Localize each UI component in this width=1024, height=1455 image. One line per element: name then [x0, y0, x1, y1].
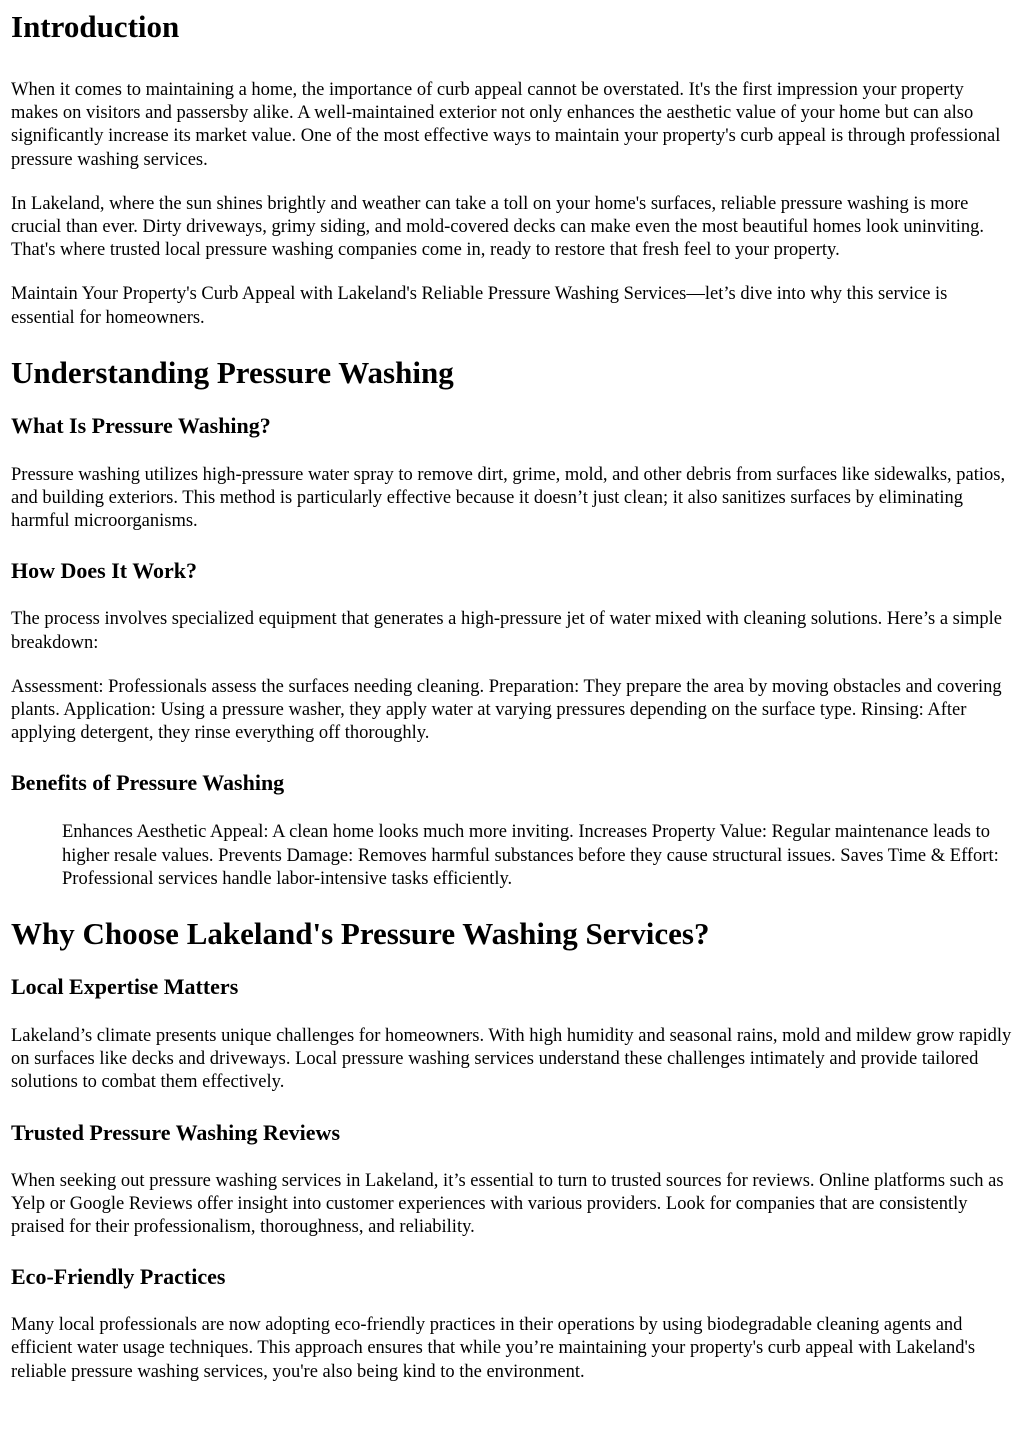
heading-trusted-reviews: Trusted Pressure Washing Reviews [11, 1119, 341, 1145]
intro-paragraph-3: Maintain Your Property's Curb Appeal with Lakeland's Reliable Pressure Washing Services—let’s dive into why this service is essential for homeowners. [11, 284, 948, 328]
local-expertise-paragraph: Lakeland’s climate presents unique challenges for homeowners. With high humidity and seasonal rains, mold and mildew grow rapidly on surfaces like decks and driveways. Local pressure washing services understand these challenges intimately and provide tailored solutions to combat them effectively. [11, 1026, 1012, 1093]
heading-understanding-pressure-washing: Understanding Pressure Washing [11, 354, 454, 390]
heading-local-expertise-matters: Local Expertise Matters [11, 974, 239, 1000]
heading-introduction: Introduction [11, 9, 180, 44]
what-paragraph: Pressure washing utilizes high-pressure water spray to remove dirt, grime, mold, and other debris from surfaces like sidewalks, patios, and building exteriors. This method is particularly effective because it doesn’t just clean; it also sanitizes surfaces by eliminating harmful microorganisms. [11, 464, 1006, 532]
heading-benefits-of-pressure-washing: Benefits of Pressure Washing [11, 770, 285, 796]
eco-friendly-paragraph: Many local professionals are now adopting eco-friendly practices in their operations by using biodegradable cleaning agents and efficient water usage techniques. This approach ensures that while you’re maintaining your property's curb appeal with Lakeland's reliable pressure washing services, you're also being kind to the environment. [11, 1315, 976, 1382]
trusted-reviews-paragraph: When seeking out pressure washing services in Lakeland, it’s essential to turn to trusted sources for reviews. Online platforms such as Yelp or Google Reviews offer insight into customer experiences with various providers. Look for companies that are consistently praised for their professionalism, thoroughness, and reliability. [11, 1170, 1004, 1238]
intro-paragraph-2: In Lakeland, where the sun shines brightly and weather can take a toll on your home's surfaces, reliable pressure washing is more crucial than ever. Dirty driveways, grimy siding, and mold-covered decks can make even the most beautiful homes look uninviting. That's where trusted local pressure washing companies come in, ready to restore that fresh feel to your property. [11, 193, 985, 261]
heading-why-choose-lakeland: Why Choose Lakeland's Pressure Washing Services? [11, 916, 710, 952]
intro-paragraph-1: When it comes to maintaining a home, the importance of curb appeal cannot be overstated. It's the first impression your property makes on visitors and passersby alike. A well-maintained exterior not only enhances the aesthetic value of your home but can also significantly increase its market value. One of the most effective ways to maintain your property's curb appeal is through professional pressure washing services. [11, 80, 1001, 170]
heading-how-does-it-work: How Does It Work? [11, 558, 197, 584]
heading-what-is-pressure-washing: What Is Pressure Washing? [11, 412, 271, 438]
how-paragraph-2: Assessment: Professionals assess the surfaces needing cleaning. Preparation: They prepare the area by moving obstacles and covering plants. Application: Using a pressure washer, they apply water at varying pressures depending on the surface type. Rinsing: After applying detergent, they rinse everything off thoroughly. [11, 676, 1002, 744]
article [11, 9, 1015, 1384]
heading-eco-friendly-practices: Eco-Friendly Practices [11, 1264, 226, 1290]
how-paragraph-1: The process involves specialized equipment that generates a high-pressure jet of water mixed with cleaning solutions. Here’s a simple breakdown: [11, 609, 1002, 653]
benefits-quote: Enhances Aesthetic Appeal: A clean home looks much more inviting. Increases Property Value: Regular maintenance leads to higher resale values. Prevents Damage: Removes harmful substances before they cause structural issues. Saves Time & Effort: Professional services handle labor-intensive tasks efficiently. [62, 822, 999, 889]
